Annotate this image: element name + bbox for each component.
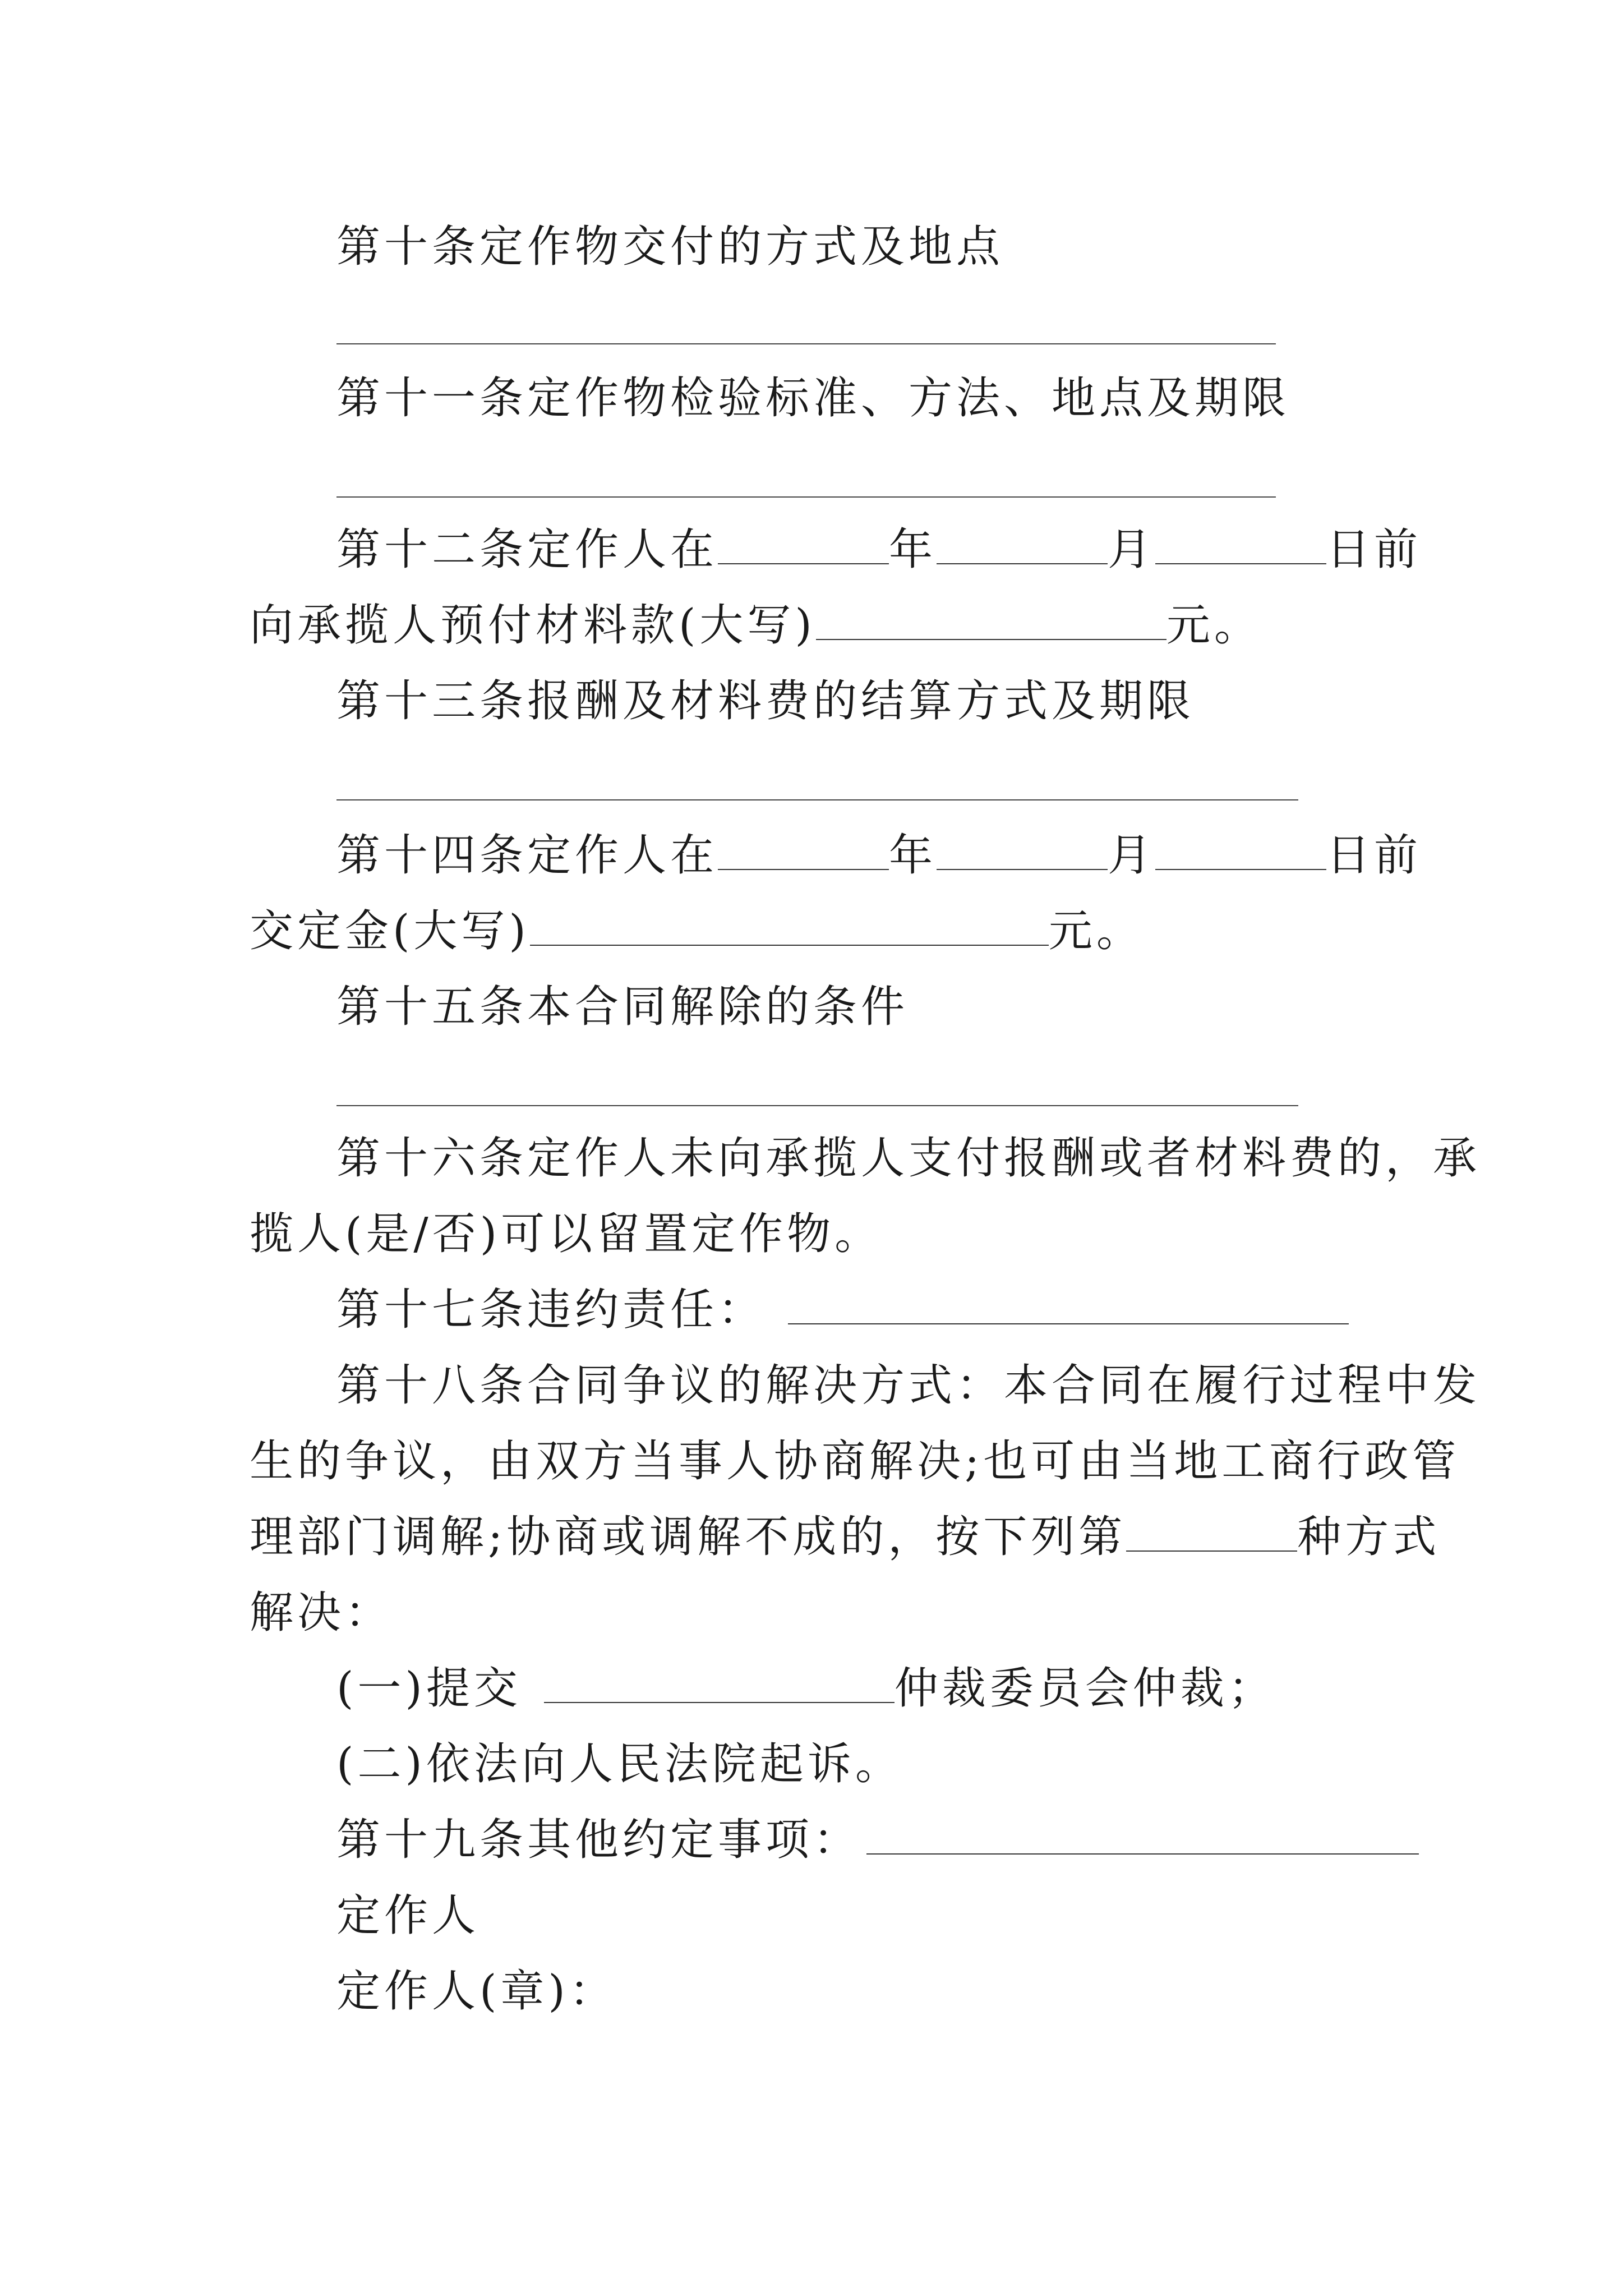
liability-blank	[788, 1283, 1349, 1324]
signature-party-label: 定作人	[336, 1890, 480, 1941]
article-13-blank-line	[336, 799, 1298, 800]
article-18-line-3: 理部门调解;协商或调解不成的，按下列第 种方式	[250, 1509, 1440, 1565]
article-19-line: 第十九条其他约定事项：	[336, 1812, 1419, 1868]
other-matters-blank	[866, 1813, 1419, 1855]
option-number-blank	[1126, 1510, 1297, 1552]
article-17-line: 第十七条违约责任：	[336, 1282, 1349, 1338]
day-blank	[1155, 523, 1326, 564]
article-13-heading: 第十三条报酬及材料费的结算方式及期限	[336, 676, 1195, 726]
material-amount-blank	[816, 599, 1166, 640]
article-11-heading: 第十一条定作物检验标准、方法、地点及期限	[336, 373, 1290, 424]
article-18-option-1: (一)提交 仲裁委员会仲裁；	[336, 1660, 1276, 1717]
article-14-line-1: 第十四条定作人在 年 月 日前	[336, 827, 1422, 884]
article-18-line-1: 第十八条合同争议的解决方式：本合同在履行过程中发	[336, 1360, 1481, 1411]
article-10-heading: 第十条定作物交付的方式及地点	[336, 222, 1004, 272]
article-15-heading: 第十五条本合同解除的条件	[336, 982, 909, 1032]
month-blank	[937, 523, 1108, 564]
article-16-line-2: 揽人(是/否)可以留置定作物。	[250, 1209, 883, 1259]
article-16-line-1: 第十六条定作人未向承揽人支付报酬或者材料费的，承	[336, 1133, 1481, 1184]
article-15-blank-line	[336, 1105, 1298, 1106]
article-18-line-2: 生的争议，由双方当事人协商解决;也可由当地工商行政管	[250, 1436, 1460, 1487]
article-11-blank-line	[336, 496, 1276, 498]
year-blank	[718, 829, 889, 870]
month-blank	[937, 829, 1108, 870]
article-12-line-1: 第十二条定作人在 年 月 日前	[336, 522, 1422, 578]
article-18-option-2: (二)依法向人民法院起诉。	[336, 1739, 903, 1789]
article-14-line-2: 交定金(大写) 元。	[250, 903, 1144, 959]
article-12-line-2: 向承揽人预付材料款(大写) 元。	[250, 597, 1262, 654]
article-10-blank-line	[336, 343, 1276, 344]
year-blank	[718, 523, 889, 564]
signature-seal-label: 定作人(章)：	[336, 1966, 617, 2017]
deposit-amount-blank	[530, 904, 1049, 946]
article-18-line-4: 解决：	[250, 1588, 393, 1638]
arbitration-commission-blank	[544, 1662, 895, 1703]
day-blank	[1155, 829, 1326, 870]
